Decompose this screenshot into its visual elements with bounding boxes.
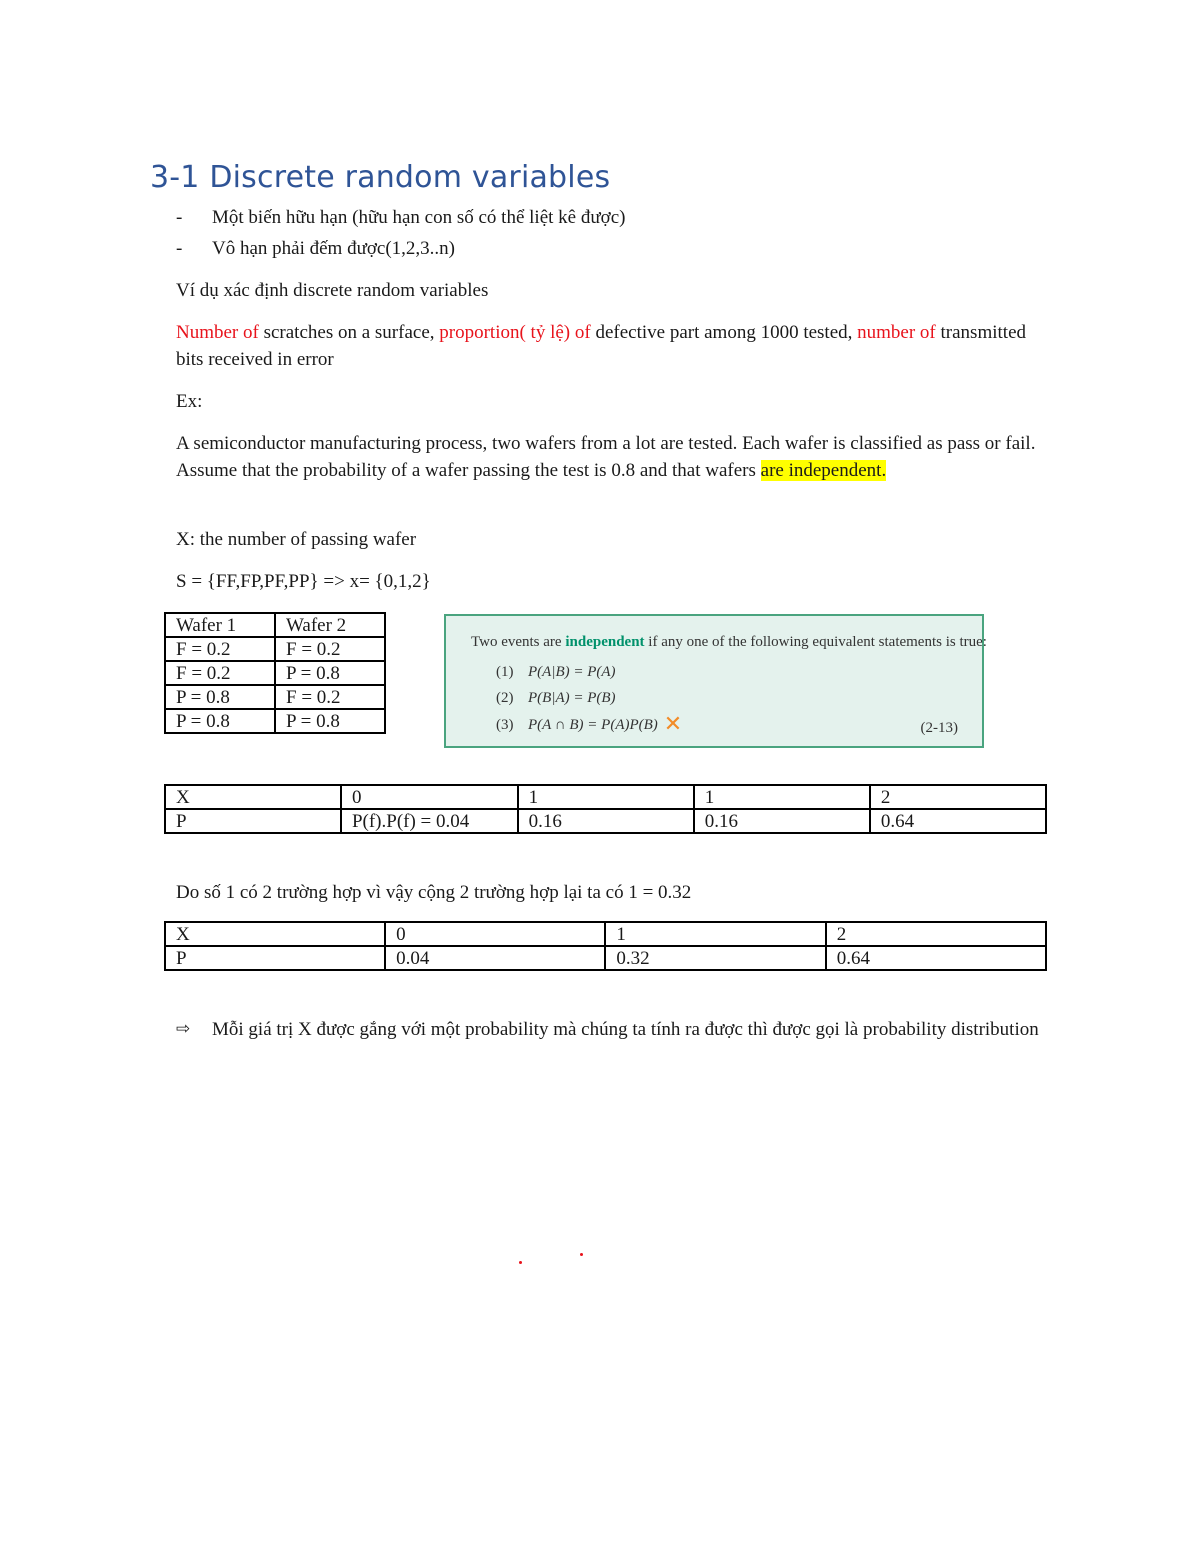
table-cell: X: [165, 922, 385, 946]
statement-expression: P(B|A) = P(B): [528, 690, 616, 706]
section-heading: 3-1 Discrete random variables: [150, 160, 611, 195]
table-cell: 0.04: [385, 946, 605, 970]
stray-red-dot: [519, 1261, 522, 1264]
examples-intro: Ví dụ xác định discrete random variables: [176, 280, 489, 301]
bullet-text: Vô hạn phải đếm được(1,2,3..n): [212, 238, 456, 259]
conclusion-paragraph: [176, 1016, 1052, 1043]
sample-space: S = {FF,FP,PF,PP} => x= {0,1,2}: [176, 571, 431, 592]
table-row: [165, 685, 385, 709]
table-row: [165, 661, 385, 685]
table-row: [165, 922, 1046, 946]
red-phrase: number of: [857, 322, 936, 343]
table-header-cell: Wafer 1: [165, 613, 275, 637]
table-row: [165, 637, 385, 661]
table-cell: P = 0.8: [165, 709, 275, 733]
bullet-dash: -: [176, 207, 183, 228]
stray-red-dot: [580, 1253, 583, 1256]
definition-intro: [471, 634, 987, 651]
table-cell: P: [165, 946, 385, 970]
table-cell: P = 0.8: [165, 685, 275, 709]
table-cell: X: [165, 785, 341, 809]
statement-2: [496, 690, 616, 707]
list-item: [176, 236, 625, 267]
table-cell: P = 0.8: [275, 661, 385, 685]
table-cell: F = 0.2: [165, 661, 275, 685]
table-cell: 2: [870, 785, 1046, 809]
table-cell: F = 0.2: [275, 685, 385, 709]
table-cell: 0.16: [518, 809, 694, 833]
plain-text: transmitted bits received in error: [176, 322, 1026, 370]
cross-mark-icon: ✕: [663, 711, 683, 736]
table-cell: 0.64: [826, 946, 1046, 970]
table-row: [165, 709, 385, 733]
intro-text: Two events are: [471, 634, 566, 650]
statement-number: (2): [496, 690, 514, 706]
plain-text: defective part among 1000 tested,: [590, 322, 858, 343]
table-cell: 2: [826, 922, 1046, 946]
table-cell: 0.64: [870, 809, 1046, 833]
combination-note: Do số 1 có 2 trường hợp vì vậy cộng 2 trường hợp lại ta có 1 = 0.32: [176, 882, 692, 903]
table-cell: P: [165, 809, 341, 833]
table-row: [165, 946, 1046, 970]
statement-expression: P(A|B) = P(A): [528, 664, 616, 680]
equation-number: (2-13): [920, 720, 958, 736]
bullet-text: Một biến hữu hạn (hữu hạn con số có thể liệt kê được): [212, 207, 626, 228]
statement-expression: P(A ∩ B) = P(A)P(B): [528, 717, 658, 733]
statement-3: [496, 711, 683, 736]
wafer-table: [164, 612, 386, 734]
statement-number: (1): [496, 664, 514, 680]
statement-number: (3): [496, 717, 514, 733]
table-cell: 0: [341, 785, 518, 809]
probability-distribution-table: [164, 921, 1047, 971]
bullet-dash: -: [176, 238, 183, 259]
table-cell: P(f).P(f) = 0.04: [341, 809, 518, 833]
table-cell: F = 0.2: [275, 637, 385, 661]
arrow-right-icon: ⇨: [176, 1019, 191, 1039]
problem-paragraph: [176, 430, 1052, 484]
independence-definition-box: [444, 614, 987, 748]
table-cell: 0.32: [605, 946, 825, 970]
ex-label: Ex:: [176, 391, 203, 412]
intro-text: if any one of the following equivalent statements is true:: [644, 634, 987, 650]
x-definition: X: the number of passing wafer: [176, 529, 417, 550]
table-row: [165, 785, 1046, 809]
table-cell: 0.16: [694, 809, 870, 833]
conclusion-text: Mỗi giá trị X được gắng với một probability mà chúng ta tính ra được thì được gọi là probability distribution: [212, 1019, 1039, 1040]
red-phrase: proportion( tỷ lệ) of: [439, 322, 591, 343]
probability-table-initial: [164, 784, 1047, 834]
plain-text: scratches on a surface,: [258, 322, 440, 343]
table-row: [165, 809, 1046, 833]
problem-text: A semiconductor manufacturing process, two wafers from a lot are tested. Each wafer is classified as pass or fail. Assume that the probability of a wafer passing the test is 0.8 and that wafers: [176, 433, 1036, 481]
table-cell: 1: [518, 785, 694, 809]
table-cell: 1: [694, 785, 870, 809]
table-header-cell: Wafer 2: [275, 613, 385, 637]
statement-1: [496, 664, 616, 681]
table-cell: P = 0.8: [275, 709, 385, 733]
red-phrase: Number of: [176, 322, 259, 343]
table-cell: F = 0.2: [165, 637, 275, 661]
definition-list: [176, 205, 625, 267]
highlighted-phrase: are independent.: [760, 460, 887, 481]
list-item: [176, 205, 625, 236]
table-row: [165, 613, 385, 637]
table-cell: 1: [605, 922, 825, 946]
keyword-independent: independent: [565, 634, 645, 650]
examples-paragraph: [176, 319, 1052, 373]
table-cell: 0: [385, 922, 605, 946]
